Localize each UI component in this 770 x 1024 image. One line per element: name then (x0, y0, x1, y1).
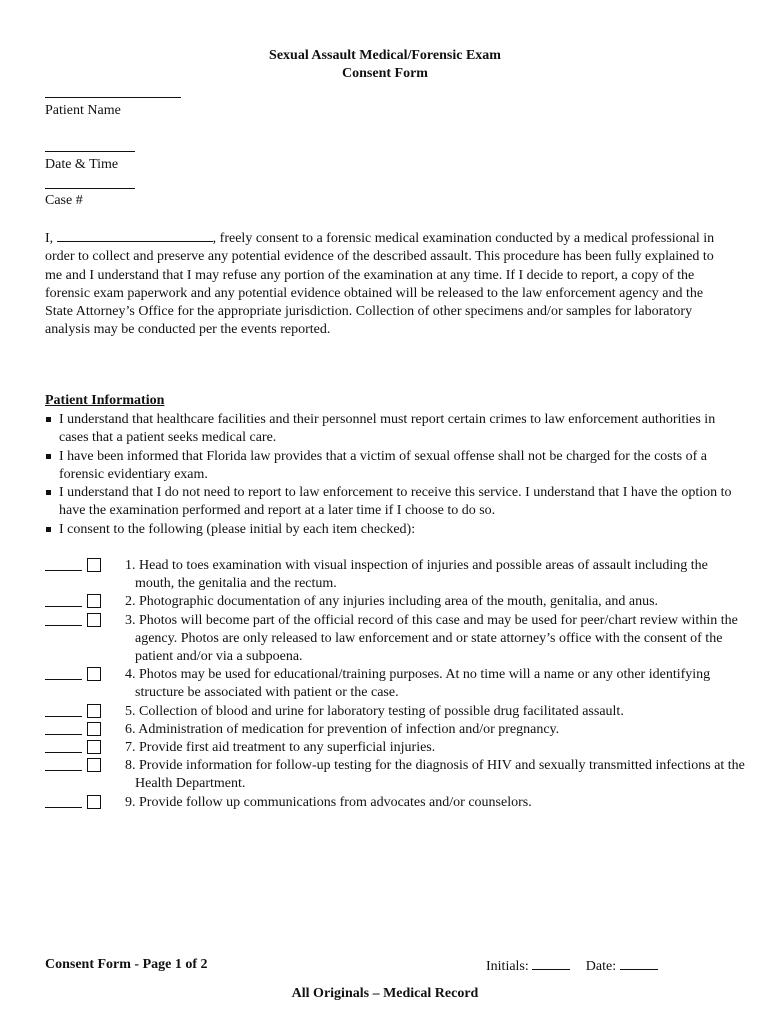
consent-item: 5. Collection of blood and urine for laboratory testing of possible drug facilitated assault. (45, 703, 745, 721)
date-time-line[interactable] (45, 151, 135, 152)
initials-line[interactable] (532, 957, 570, 970)
date-line[interactable] (620, 957, 658, 970)
list-item: I understand that I do not need to report to law enforcement to receive this service. I understand that I have the option to have the examination performed and report at a later time if I choose to do so. (45, 484, 735, 521)
consent-item: 3. Photos will become part of the official record of this case and may be used for peer/chart review within the agency. Photos are only released to law enforcement and or state attorney’s office with the consent of the patient and/or via a subpoena. (45, 612, 745, 667)
initial-line[interactable] (45, 807, 82, 808)
initial-line[interactable] (45, 606, 82, 607)
patient-name-line[interactable] (45, 97, 181, 98)
list-item: I understand that healthcare facilities and their personnel must report certain crimes to law enforcement authorities in cases that a patient seeks medical care. (45, 411, 735, 448)
date-time-label: Date & Time (45, 157, 119, 172)
consent-prefix: I, (45, 231, 57, 246)
initials-label: Initials: (486, 959, 529, 974)
patient-name-label: Patient Name (45, 103, 121, 118)
patient-signature-blank[interactable] (57, 229, 213, 242)
consent-checkbox[interactable] (87, 594, 101, 608)
initial-line[interactable] (45, 734, 82, 735)
bullet-square-icon (46, 490, 51, 495)
bullet-square-icon (46, 417, 51, 422)
initial-line[interactable] (45, 770, 82, 771)
consent-checkbox[interactable] (87, 758, 101, 772)
consent-checkbox[interactable] (87, 740, 101, 754)
initial-line[interactable] (45, 752, 82, 753)
consent-checkbox[interactable] (87, 722, 101, 736)
consent-item: 2. Photographic documentation of any injuries including area of the mouth, genitalia, and anus. (45, 593, 745, 611)
consent-item: 9. Provide follow up communications from advocates and/or counselors. (45, 794, 745, 812)
consent-checkbox[interactable] (87, 613, 101, 627)
consent-text: , freely consent to a forensic medical examination conducted by a medical professional in order to collect and preserve any potential evidence of the described assault. This procedure has been fully explained to me and I understand that I may refuse any portion of the examination at any time. If I decide to report, a copy of the forensic exam paperwork and any potential evidence obtained will be released to the law enforcement agency and the State Attorney’s Office for the appropriate jurisdiction. Collection of other specimens and/or samples for laboratory analysis may be conducted per the events reported. (45, 231, 715, 338)
initial-line[interactable] (45, 625, 82, 626)
form-subtitle: Consent Form (342, 66, 428, 81)
date-label: Date: (585, 959, 617, 974)
case-number-label: Case # (45, 193, 83, 208)
patient-information-heading: Patient Information (45, 393, 165, 408)
case-number-line[interactable] (45, 188, 135, 189)
consent-checkbox[interactable] (87, 704, 101, 718)
bullet-square-icon (46, 454, 51, 459)
list-item: I consent to the following (please initial by each item checked): (45, 521, 735, 539)
bullet-square-icon (46, 527, 51, 532)
consent-item: 7. Provide first aid treatment to any superficial injuries. (45, 739, 745, 757)
initial-line[interactable] (45, 570, 82, 571)
initials-date-footer (486, 957, 658, 975)
consent-item: 1. Head to toes examination with visual inspection of injuries and possible areas of assault including the mouth, the genitalia and the rectum. (45, 557, 745, 593)
list-item: I have been informed that Florida law provides that a victim of sexual offense shall not be charged for the costs of a forensic evidentiary exam. (45, 448, 735, 485)
consent-item: 8. Provide information for follow-up testing for the diagnosis of HIV and sexually transmitted infections at the Health Department. (45, 757, 745, 793)
form-title: Sexual Assault Medical/Forensic Exam (269, 48, 501, 63)
initial-line[interactable] (45, 716, 82, 717)
consent-item: 6. Administration of medication for prevention of infection and/or pregnancy. (45, 721, 745, 739)
records-note: All Originals – Medical Record (291, 986, 479, 1001)
consent-checkbox[interactable] (87, 795, 101, 809)
initial-line[interactable] (45, 679, 82, 680)
consent-checkbox[interactable] (87, 667, 101, 681)
consent-item: 4. Photos may be used for educational/training purposes. At no time will a name or any other identifying structure be associated with patient or the case. (45, 666, 745, 702)
consent-items (45, 557, 745, 812)
consent-paragraph (45, 229, 725, 340)
consent-checkbox[interactable] (87, 558, 101, 572)
page-indicator: Consent Form - Page 1 of 2 (45, 957, 208, 972)
patient-information-list (45, 411, 735, 539)
